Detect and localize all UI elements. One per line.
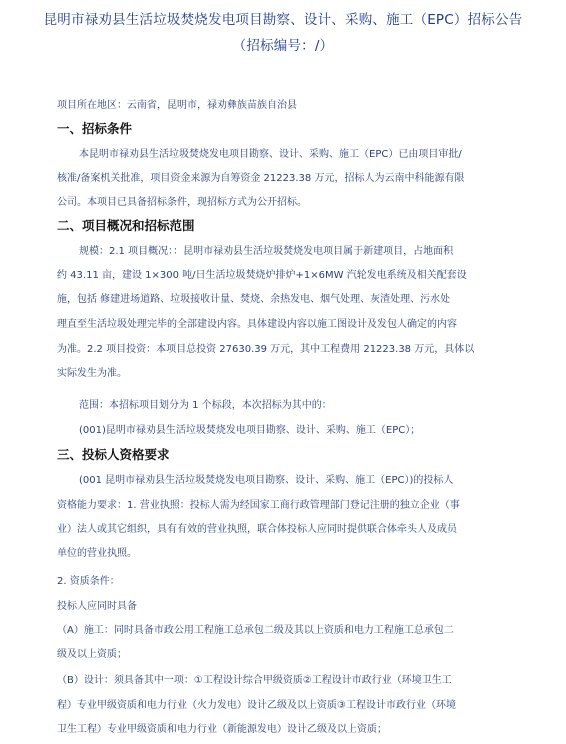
s3-line-3: 业）法人或其它组织，具有有效的营业执照，联合体投标人应同时提供联合体牵头人及成员: [57, 524, 457, 535]
s2-line-6: 实际发生为准。: [57, 368, 127, 379]
s3-line-1: (001 昆明市禄劝县生活垃圾焚烧发电项目勘察、设计、采购、施工（EPC）)的投标人: [79, 475, 454, 486]
s2-line-2: 约 43.11 亩，建设 1×300 吨/日生活垃圾焚烧炉排炉+1×6MW 汽轮发电系统及相关配套设: [57, 270, 467, 281]
s3-line-2: 资格能力要求：1. 营业执照：投标人需为经国家工商行政管理部门登记注册的独立企业（事: [57, 500, 460, 511]
s1-line-1: 本昆明市禄劝县生活垃圾焚烧发电项目勘察、设计、采购、施工（EPC）已由项目审批/: [79, 149, 462, 160]
section-3-heading: 三、投标人资格要求: [57, 447, 170, 462]
project-location: 项目所在地区：云南省，昆明市，禄劝彝族苗族自治县: [57, 100, 297, 111]
s3-b-line-1: （B）设计：须具备其中一项：①工程设计综合甲级资质②工程设计市政行业（环境卫生工: [57, 675, 452, 686]
document-title: 昆明市禄劝县生活垃圾焚烧发电项目勘察、设计、采购、施工（EPC）招标公告: [43, 12, 523, 28]
s2-line-4: 理直至生活垃圾处理完毕的全部建设内容。具体建设内容以施工图设计及发包人确定的内容: [57, 319, 457, 330]
s3-b-line-2: 程）专业甲级资质和电力行业（火力发电）设计乙级及以上资质③工程设计市政行业（环境: [57, 700, 456, 711]
s3-both: 投标人应同时具备: [57, 601, 137, 612]
s2-line-5: 为准。2.2 项目投资：本项目总投资 27630.39 万元，其中工程费用 21223.38 万元，具体以: [57, 344, 475, 355]
s2-scope: 范围：本招标项目划分为 1 个标段，本次招标为其中的：: [79, 400, 332, 411]
s2-line-1: 规模：2.1 项目概况：：昆明市禄劝县生活垃圾焚烧发电项目属于新建项目，占地面积: [79, 246, 454, 257]
s3-qualification: 2. 资质条件：: [57, 576, 120, 587]
s3-a-line-1: （A）施工：同时具备市政公用工程施工总承包二级及其以上资质和电力工程施工总承包二: [57, 625, 454, 636]
s3-a-line-2: 级及以上资质；: [57, 649, 127, 660]
s1-line-3: 公司。本项目已具备招标条件，现招标方式为公开招标。: [57, 197, 307, 208]
s2-line-3: 施，包括 修建进场道路、垃圾接收计量、焚烧、余热发电、烟气处理、灰渣处理、污水处: [57, 294, 451, 305]
s3-line-4: 单位的营业执照。: [57, 548, 137, 559]
section-1-heading: 一、招标条件: [57, 121, 133, 136]
s2-lot: (001)昆明市禄劝县生活垃圾焚烧发电项目勘察、设计、采购、施工（EPC）；: [79, 425, 421, 436]
section-2-heading: 二、项目概况和招标范围: [57, 218, 195, 233]
s1-line-2: 核准/备案机关批准，项目资金来源为自筹资金 21223.38 万元，招标人为云南中科能源有限: [57, 173, 465, 184]
tender-number: （招标编号：/）: [232, 38, 334, 54]
s3-b-line-3: 卫生工程）专业甲级资质和电力行业（新能源发电）设计乙级及以上资质；: [57, 724, 387, 735]
